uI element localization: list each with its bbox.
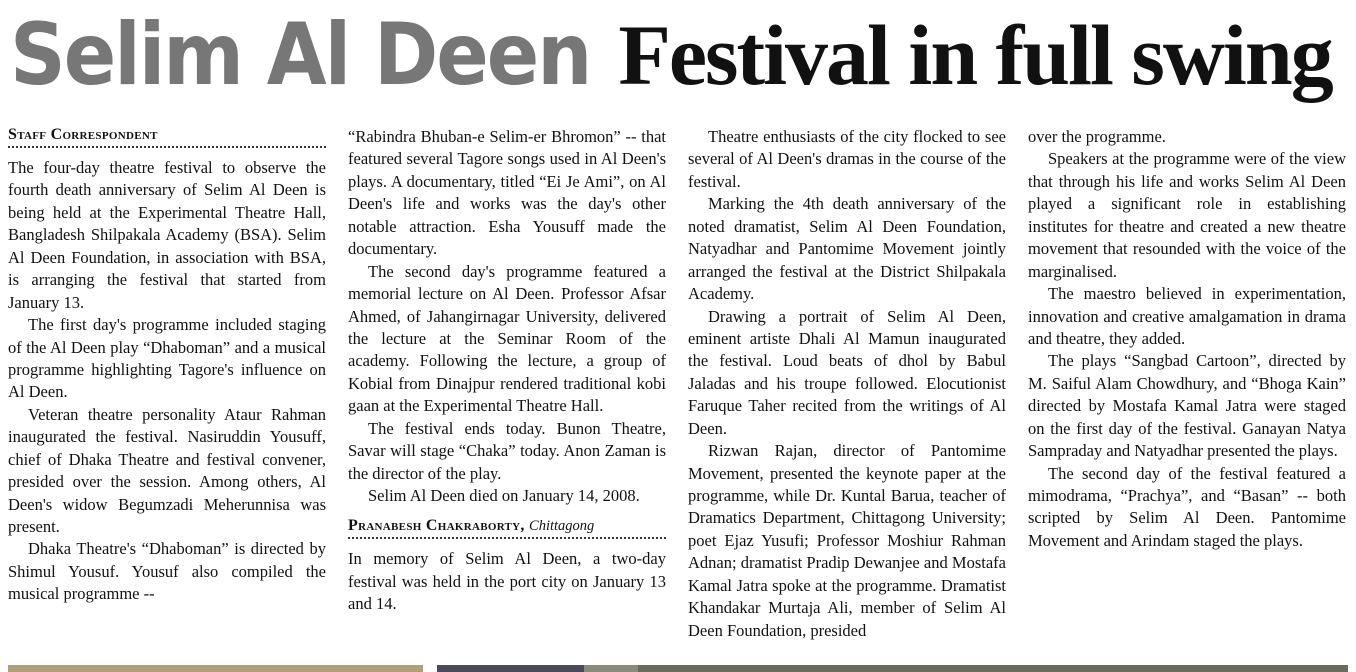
byline-divider bbox=[8, 146, 326, 148]
headline-rest: Festival in full swing bbox=[618, 12, 1332, 103]
page-title bbox=[8, 12, 1348, 120]
byline-name: Pranabesh Chakraborty, bbox=[348, 517, 525, 535]
strip-segment bbox=[638, 665, 1348, 672]
article-column-3 bbox=[688, 126, 1006, 640]
headline-highlight: Selim Al Deen bbox=[10, 12, 591, 105]
article-columns bbox=[8, 126, 1348, 640]
newspaper-page bbox=[0, 12, 1356, 672]
strip-segment bbox=[423, 665, 436, 672]
page-bottom-strip bbox=[8, 665, 1348, 672]
paragraph: The maestro believed in experimentation, innovation and creative amalgamation in drama and theatre, they added. bbox=[1028, 284, 1346, 348]
paragraph: The plays “Sangbad Cartoon”, directed by M. Saiful Alam Chowdhury, and “Bhoga Kain” directed by Mostafa Kamal Jatra were staged on the first day of the festival. Ganayan Natya Sampraday and Natyadhar presented the plays. bbox=[1028, 351, 1346, 461]
paragraph: Marking the 4th death anniversary of the noted dramatist, Selim Al Deen Foundation, Natyadhar and Pantomime Movement jointly arranged the festival at the District Shilpakala Academy. bbox=[688, 194, 1006, 304]
paragraph: The festival ends today. Bunon Theatre, Savar will stage “Chaka” today. Anon Zaman is the director of the play. bbox=[348, 418, 666, 483]
byline-location: Chittagong bbox=[529, 518, 595, 535]
paragraph: Selim Al Deen died on January 14, 2008. bbox=[368, 486, 640, 505]
paragraph: Theatre enthusiasts of the city flocked to see several of Al Deen's dramas in the course of the festival. bbox=[688, 127, 1006, 191]
paragraph: Drawing a portrait of Selim Al Deen, eminent artiste Dhali Al Mamun inaugurated the festival. Loud beats of dhol by Babul Jaladas and his troupe followed. Elocutionist Faruque Taher recited from the writings of Al Deen. bbox=[688, 306, 1006, 438]
article-column-2 bbox=[348, 126, 666, 631]
byline-correspondent-chittagong bbox=[348, 517, 666, 535]
paragraph: Dhaka Theatre's “Dhaboman” is directed by Shimul Yousuf. Yousuf also compiled the musical programme -- bbox=[8, 539, 326, 604]
paragraph: over the programme. bbox=[1028, 127, 1166, 146]
paragraph: “Rabindra Bhuban-e Selim-er Bhromon” -- that featured several Tagore songs used in Al Deen's plays. A documentary, titled “Ei Je Ami”, on Al Deen's life and works was the day's other notable attraction. Esha Yousuff made the documentary. bbox=[348, 127, 666, 259]
paragraph: Speakers at the programme were of the view that through his life and works Selim Al Deen played a significant role in establishing institutes for theatre and created a new theatre movement that resounded with the voice of the marginalised. bbox=[1028, 149, 1346, 281]
byline-divider bbox=[348, 537, 666, 539]
paragraph: The first day's programme included staging of the Al Deen play “Dhaboman” and a musical programme highlighting Tagore's influence on Al Deen. bbox=[8, 315, 326, 402]
paragraph: The second day's programme featured a memorial lecture on Al Deen. Professor Afsar Ahmed, of Jahangirnagar University, delivered the lecture at the Seminar Room of the academy. Following the lecture, a group of Kobial from Dinajpur rendered traditional kobi gaan at the Experimental Theatre Hall. bbox=[348, 261, 666, 416]
strip-segment bbox=[8, 665, 423, 672]
strip-segment bbox=[584, 665, 638, 672]
paragraph: In memory of Selim Al Deen, a two-day festival was held in the port city on January 13 and 14. bbox=[348, 549, 666, 614]
article-column-1 bbox=[8, 126, 326, 631]
article-column-4 bbox=[1028, 126, 1346, 631]
paragraph: The second day of the festival featured a mimodrama, “Prachya”, and “Basan” -- both scripted by Selim Al Deen. Pantomime Movement and Arindam staged the plays. bbox=[1028, 463, 1346, 550]
strip-segment bbox=[437, 665, 584, 672]
paragraph: The four-day theatre festival to observe the fourth death anniversary of Selim Al Deen is being held at the Experimental Theatre Hall, Bangladesh Shilpakala Academy (BSA). Selim Al Deen Foundation, in association with BSA, is arranging the festival that started from January 13. bbox=[8, 158, 326, 312]
paragraph: Veteran theatre personality Ataur Rahman inaugurated the festival. Nasiruddin Yousuff, chief of Dhaka Theatre and festival convener, presided over the session. Among others, Al Deen's widow Begumzadi Meherunnisa was present. bbox=[8, 404, 326, 536]
byline-staff-correspondent: Staff Correspondent bbox=[8, 126, 158, 143]
spacer bbox=[348, 507, 666, 517]
paragraph: Rizwan Rajan, director of Pantomime Movement, presented the keynote paper at the programme, while Dr. Kuntal Barua, teacher of Dramatics Department, Chittagong University; poet Ejaz Yusufi; Professor Moshiur Rahman Adnan; dramatist Pradip Dewanjee and Mostafa Kamal Jatra spoke at the programme. Dramatist Khandakar Murtaja Ali, member of Selim Al Deen Foundation, presided bbox=[688, 441, 1006, 640]
